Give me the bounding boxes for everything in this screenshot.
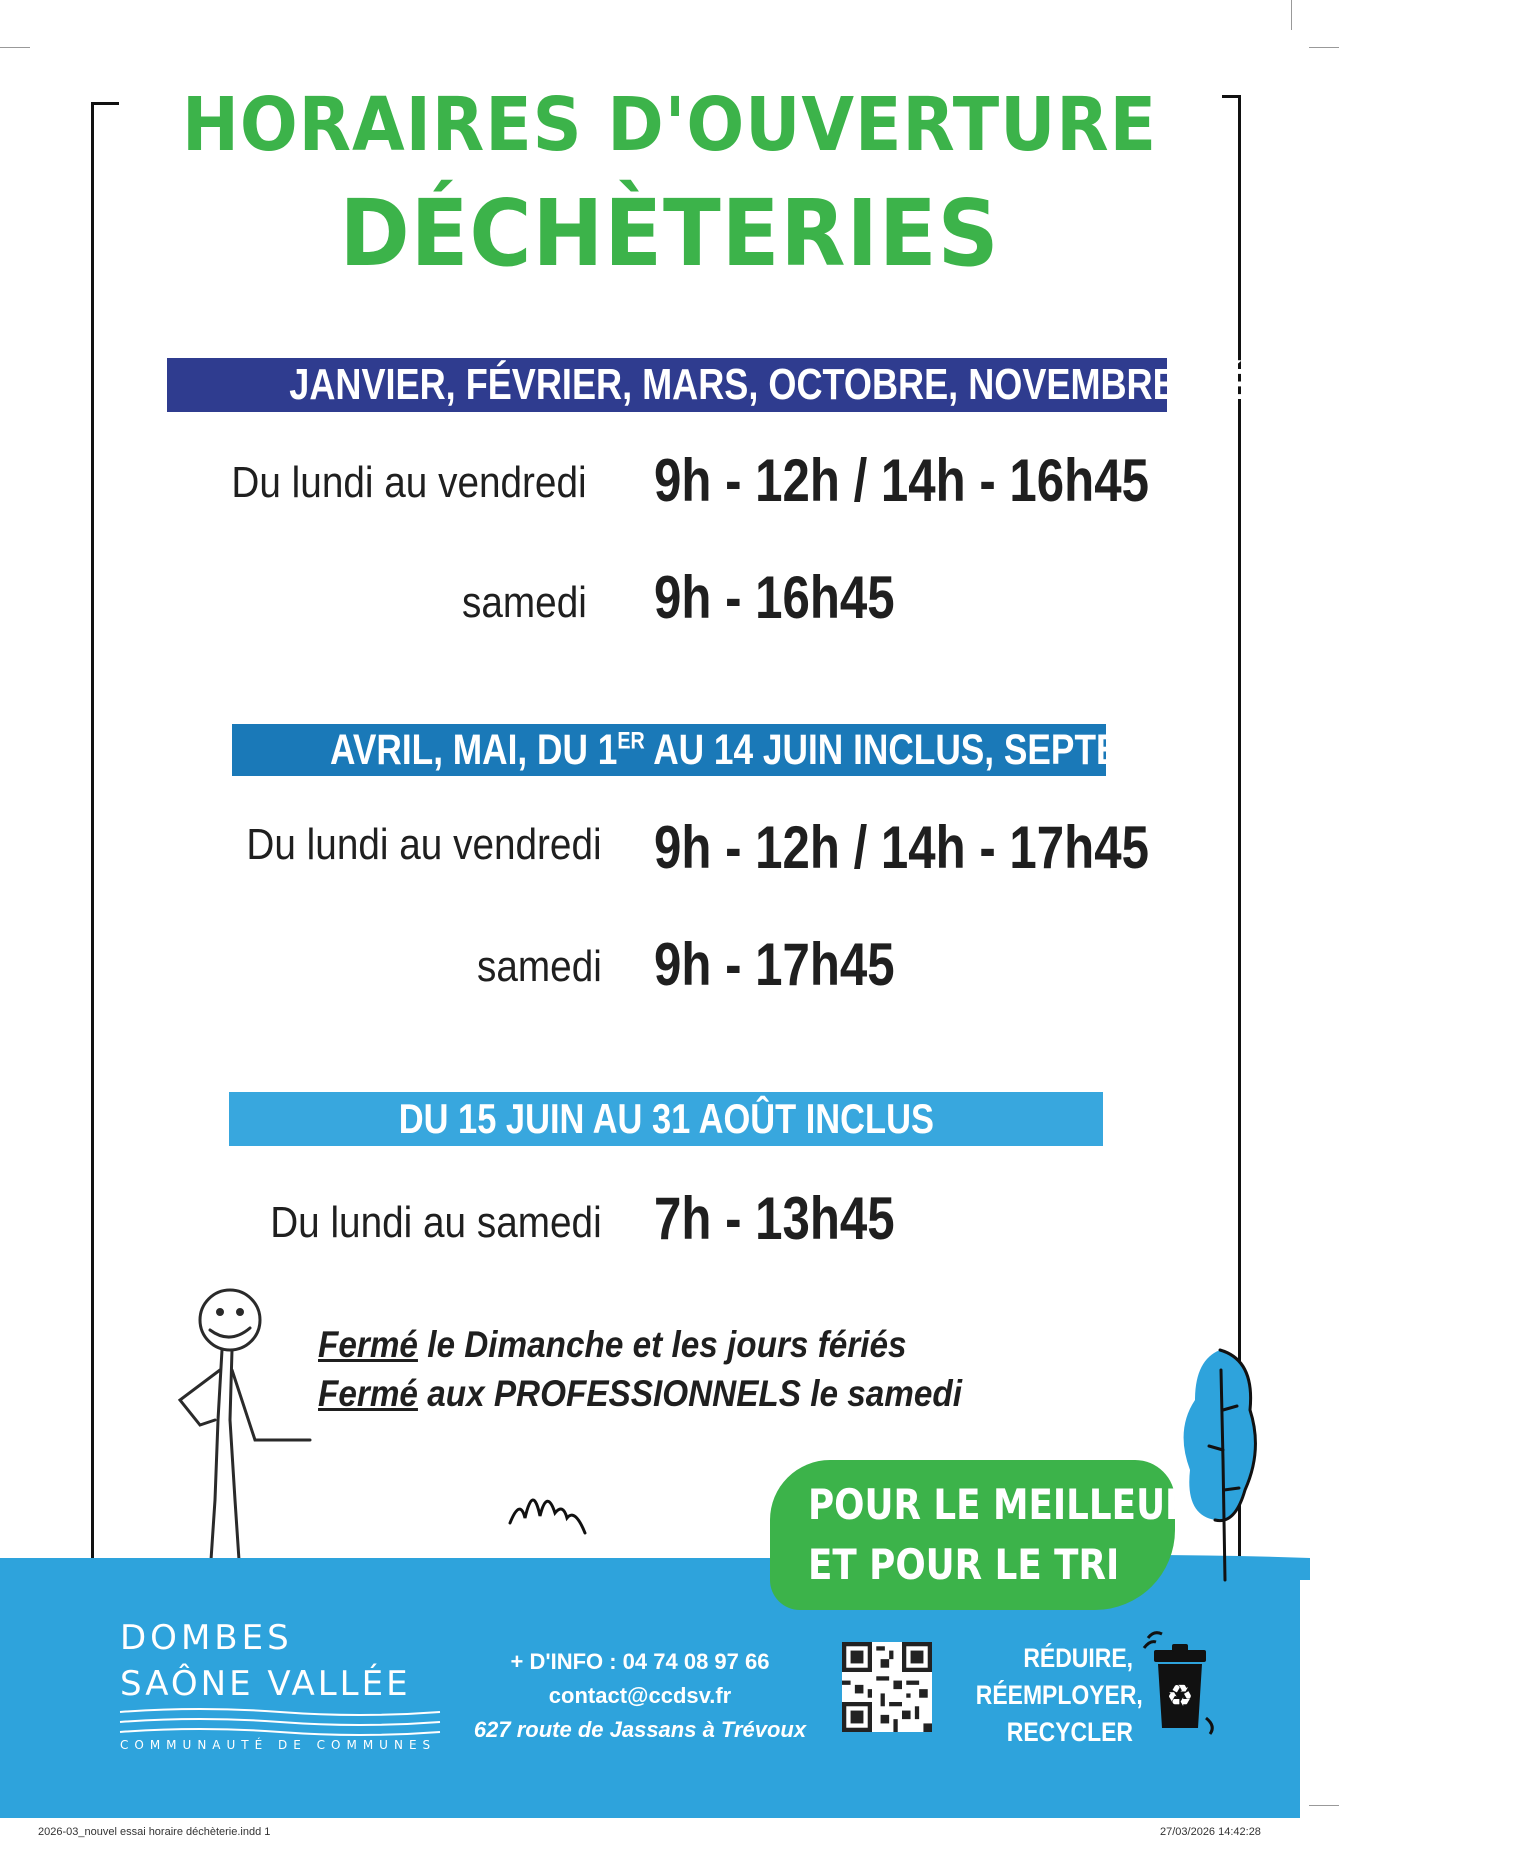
recycle-bin-icon	[1140, 1628, 1220, 1738]
print-file-name: 2026-03_nouvel essai horaire déchèterie.indd 1	[38, 1826, 271, 1838]
logo-line-1: DOMBES	[120, 1618, 293, 1658]
title-line-2: DÉCHÈTERIES	[339, 180, 1000, 287]
qr-code[interactable]	[842, 1642, 932, 1732]
slogan-bubble	[770, 1460, 1193, 1610]
crop-mark	[1309, 1805, 1339, 1806]
logo-waves	[120, 1706, 440, 1740]
rrr-line-1: RÉDUIRE,	[1023, 1643, 1133, 1673]
period-band-3: DU 15 JUIN AU 31 AOÛT INCLUS	[229, 1092, 1103, 1146]
reduire-reemployer-recycler	[975, 1640, 1143, 1751]
period-2-weekday-time: 9h - 12h / 14h - 17h45	[654, 814, 1149, 881]
period-1-weekday-time: 9h - 12h / 14h - 16h45	[654, 447, 1149, 514]
contact-email[interactable]: contact@ccdsv.fr	[548, 1683, 732, 1708]
slogan-line-2: ET POUR LE TRI	[808, 1540, 1120, 1589]
svg-text:♻: ♻	[1166, 1679, 1194, 1714]
note-professionals: Fermé aux PROFESSIONNELS le samedi	[318, 1373, 963, 1414]
contact-phone[interactable]: + D'INFO : 04 74 08 97 66	[510, 1649, 770, 1674]
contact-info	[470, 1645, 810, 1747]
period-1-saturday-time: 9h - 16h45	[654, 564, 895, 631]
period-2-saturday-label: samedi	[477, 942, 602, 991]
title-line-1: HORAIRES D'OUVERTURE	[181, 82, 1158, 168]
closing-notes	[318, 1320, 962, 1418]
tree-drawing	[1175, 1340, 1265, 1590]
period-band-2: AVRIL, MAI, DU 1ER AU 14 JUIN INCLUS, SEPTEMBRE	[232, 724, 1106, 776]
crop-mark	[1309, 47, 1339, 48]
period-2-weekday-label: Du lundi au vendredi	[246, 820, 602, 869]
period-3-time: 7h - 13h45	[654, 1185, 895, 1252]
frame-left	[91, 102, 94, 1562]
rrr-line-2: RÉEMPLOYER,	[975, 1680, 1143, 1710]
crop-mark	[0, 47, 30, 48]
period-1-weekday-label: Du lundi au vendredi	[231, 458, 587, 507]
slogan-line-1: POUR LE MEILLEUR	[808, 1480, 1193, 1529]
period-2-saturday-time: 9h - 17h45	[654, 931, 895, 998]
crop-mark	[1291, 0, 1292, 30]
logo-line-3: COMMUNAUTÉ DE COMMUNES	[120, 1738, 437, 1752]
period-1-saturday-label: samedi	[462, 578, 587, 627]
contact-address: 627 route de Jassans à Trévoux	[473, 1717, 807, 1742]
smiley-stick-figure-drawing	[160, 1290, 330, 1590]
period-3-label: Du lundi au samedi	[270, 1198, 602, 1247]
print-date: 27/03/2026 14:42:28	[1160, 1826, 1261, 1838]
note-sunday: Fermé le Dimanche et les jours fériés	[318, 1324, 907, 1365]
grass-scribble-drawing	[505, 1478, 595, 1538]
rrr-line-3: RECYCLER	[1006, 1717, 1133, 1747]
period-band-1: JANVIER, FÉVRIER, MARS, OCTOBRE, NOVEMBRE, DÉCEMBRE	[167, 358, 1167, 412]
dombes-saone-vallee-logo	[120, 1618, 436, 1752]
logo-line-2: SAÔNE VALLÉE	[120, 1664, 411, 1704]
